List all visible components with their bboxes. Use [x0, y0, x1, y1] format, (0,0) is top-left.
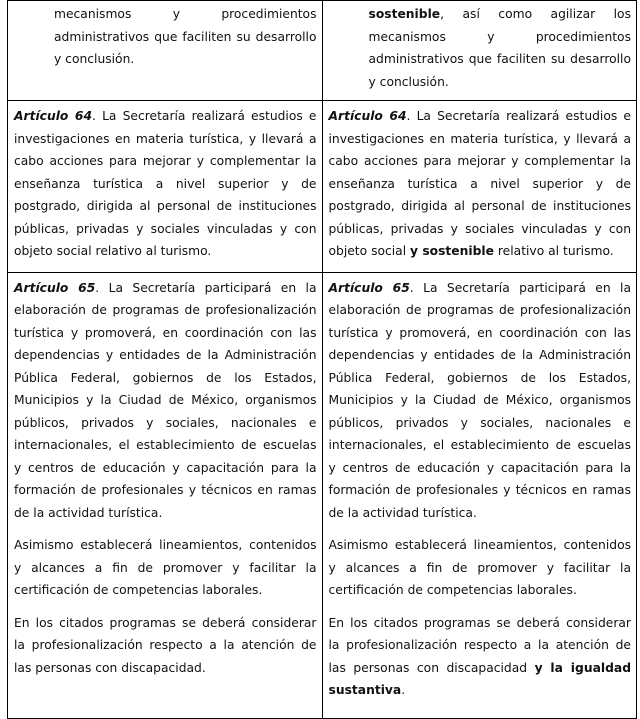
- right-cell: [322, 272, 637, 718]
- table-row: [8, 1, 637, 101]
- paragraph-text: . La Secretaría realizará estudios e investigaciones en materia turística, y llevará a cabo acciones para mejorar y complementar la enseñanza turística a nivel superior y de postgrado, dirigida al personal de instituciones públicas, privadas y sociales vinculadas y con objeto social: [328, 109, 631, 258]
- paragraph: [329, 277, 632, 525]
- paragraph: [329, 3, 632, 93]
- paragraph: [14, 612, 317, 680]
- paragraph-text: , así como agilizar los mecanismos y procedimientos administrativos que faciliten su desarrollo y conclusión.: [368, 7, 631, 89]
- bold-addition: sostenible: [368, 7, 441, 21]
- paragraph: [14, 105, 317, 263]
- article-heading: Artículo 64: [14, 109, 93, 123]
- paragraph: [14, 277, 317, 525]
- paragraph-text: . La Secretaría realizará estudios e investigaciones en materia turística, y llevará a cabo acciones para mejorar y complementar la enseñanza turística a nivel superior y de postgrado, dirigida al personal de instituciones públicas, privadas y sociales vinculadas y con objeto social relativo al turismo.: [14, 109, 317, 258]
- bold-addition: y sostenible: [410, 244, 494, 258]
- paragraph-text: En los citados programas se deberá considerar la profesionalización respecto a la atención de las personas con discapacidad: [328, 615, 631, 675]
- left-cell: [8, 1, 323, 101]
- right-cell: [322, 1, 637, 101]
- table-row: [8, 101, 637, 273]
- paragraph: [329, 534, 632, 602]
- article-heading: Artículo 64: [328, 109, 407, 123]
- article-heading: Artículo 65: [14, 280, 96, 295]
- paragraph: [329, 105, 632, 263]
- paragraph: [14, 3, 317, 71]
- left-cell: [8, 272, 323, 718]
- paragraph-text: . La Secretaría participará en la elaboración de programas de profesionalización turística y promoverá, en coordinación con las dependencias y entidades de la Administración Pública Federal, gobiernos de los Estados, Municipios y la Ciudad de México, organismos públicos, privados y sociales, nacionales e internacionales, el establecimiento de escuelas y centros de educación y capacitación para la formación de profesionales y técnicos en ramas de la actividad turística.: [328, 280, 631, 520]
- bold-addition: y la igualdad sustantiva: [328, 660, 631, 697]
- paragraph-text: .: [401, 683, 406, 697]
- paragraph-text: En los citados programas se deberá considerar la profesionalización respecto a la atención de las personas con discapacidad.: [14, 615, 317, 675]
- comparison-table: [7, 0, 637, 719]
- paragraph-text: relativo al turismo.: [493, 244, 614, 258]
- paragraph-text: Asimismo establecerá lineamientos, contenidos y alcances a fin de promover y facilitar la certificación de competencias laborales.: [328, 538, 631, 597]
- paragraph-text: mecanismos y procedimientos administrativos que faciliten su desarrollo y conclusión.: [54, 7, 317, 66]
- left-cell: [8, 101, 323, 273]
- paragraph: [329, 612, 632, 702]
- paragraph: [14, 534, 317, 602]
- paragraph-text: . La Secretaría participará en la elaboración de programas de profesionalización turística y promoverá, en coordinación con las dependencias y entidades de la Administración Pública Federal, gobiernos de los Estados, Municipios y la Ciudad de México, organismos públicos, privados y sociales, nacionales e internacionales, el establecimiento de escuelas y centros de educación y capacitación para la formación de profesionales y técnicos en ramas de la actividad turística.: [14, 280, 317, 520]
- table-row: [8, 272, 637, 718]
- paragraph-text: Asimismo establecerá lineamientos, contenidos y alcances a fin de promover y facilitar la certificación de competencias laborales.: [14, 538, 317, 597]
- right-cell: [322, 101, 637, 273]
- article-heading: Artículo 65: [328, 280, 410, 295]
